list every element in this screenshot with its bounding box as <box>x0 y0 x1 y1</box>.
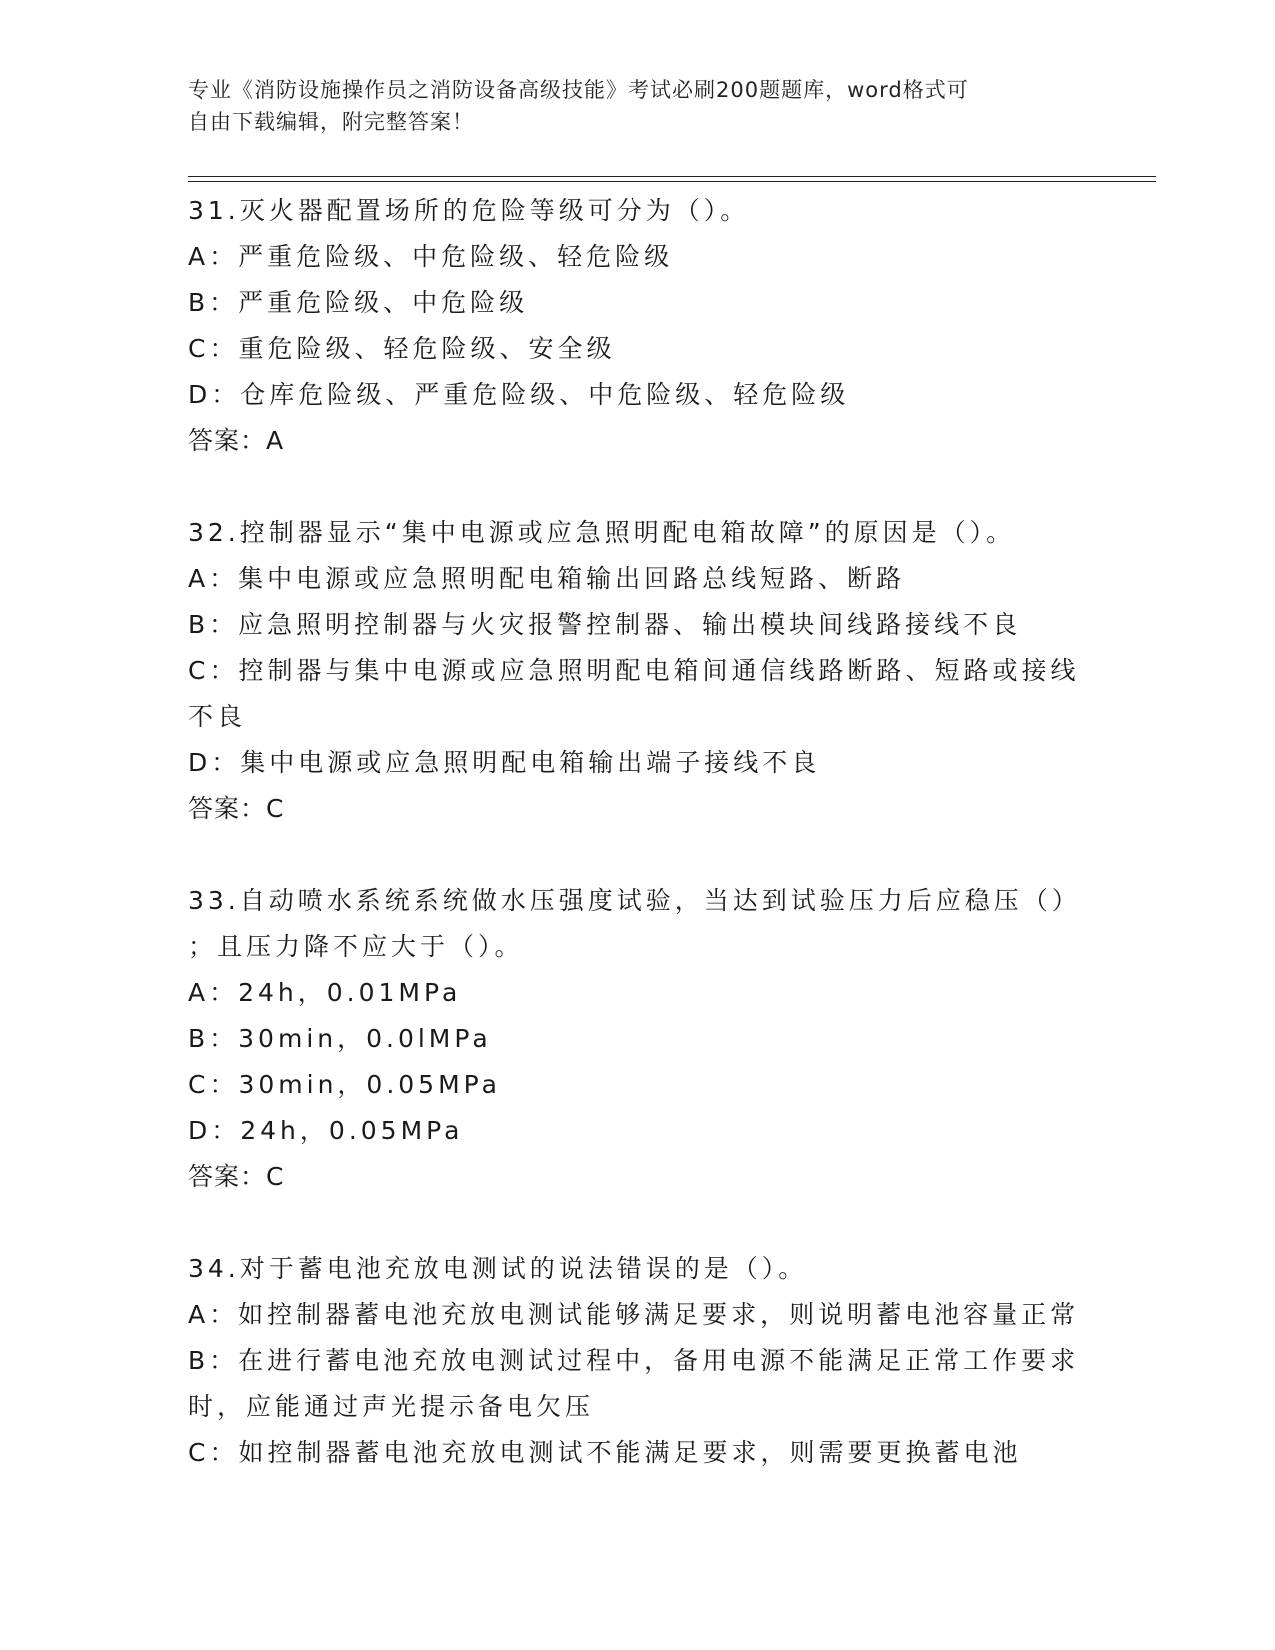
question-33 <box>188 878 1088 1200</box>
option-c: C：如控制器蓄电池充放电测试不能满足要求，则需要更换蓄电池 <box>188 1438 1022 1467</box>
option-c: C：30min，0.05MPa <box>188 1070 501 1099</box>
question-stem: 31.灭火器配置场所的危险等级可分为（）。 <box>188 196 750 225</box>
option-b-continued: 时，应能通过声光提示备电欠压 <box>188 1392 595 1421</box>
option-b: B：在进行蓄电池充放电测试过程中，备用电源不能满足正常工作要求 <box>188 1346 1080 1375</box>
header-line-2: 自由下载编辑，附完整答案！ <box>188 110 474 134</box>
question-stem: 34.对于蓄电池充放电测试的说法错误的是（）。 <box>188 1254 808 1283</box>
header-line-1: 专业《消防设施操作员之消防设备高级技能》考试必刷200题题库，word格式可 <box>188 78 969 102</box>
document-header <box>188 74 1068 138</box>
question-stem: 32.控制器显示“集中电源或应急照明配电箱故障”的原因是（）。 <box>188 518 1016 547</box>
question-31 <box>188 188 1088 464</box>
question-list <box>188 188 1088 1522</box>
option-d: D：仓库危险级、严重危险级、中危险级、轻危险级 <box>188 380 850 409</box>
option-c: C：控制器与集中电源或应急照明配电箱间通信线路断路、短路或接线 <box>188 656 1080 685</box>
answer: 答案：A <box>188 426 285 455</box>
option-a: A：如控制器蓄电池充放电测试能够满足要求，则说明蓄电池容量正常 <box>188 1300 1080 1329</box>
option-b: B：严重危险级、中危险级 <box>188 288 529 317</box>
option-a: A：集中电源或应急照明配电箱输出回路总线短路、断路 <box>188 564 906 593</box>
header-divider-top <box>188 176 1156 177</box>
option-d: D：集中电源或应急照明配电箱输出端子接线不良 <box>188 748 821 777</box>
question-stem: 33.自动喷水系统系统做水压强度试验，当达到试验压力后应稳压（） <box>188 886 1081 915</box>
option-d: D：24h，0.05MPa <box>188 1116 464 1145</box>
header-divider-bottom <box>188 181 1156 182</box>
question-stem-continued: ；且压力降不应大于（）。 <box>188 932 524 961</box>
option-b: B：30min，0.0lMPa <box>188 1024 492 1053</box>
option-c-continued: 不良 <box>188 702 247 731</box>
option-a: A：严重危险级、中危险级、轻危险级 <box>188 242 674 271</box>
option-b: B：应急照明控制器与火灾报警控制器、输出模块间线路接线不良 <box>188 610 1022 639</box>
option-c: C：重危险级、轻危险级、安全级 <box>188 334 616 363</box>
question-34 <box>188 1246 1088 1476</box>
answer: 答案：C <box>188 794 285 823</box>
question-32 <box>188 510 1088 832</box>
option-a: A：24h，0.01MPa <box>188 978 462 1007</box>
answer: 答案：C <box>188 1162 285 1191</box>
